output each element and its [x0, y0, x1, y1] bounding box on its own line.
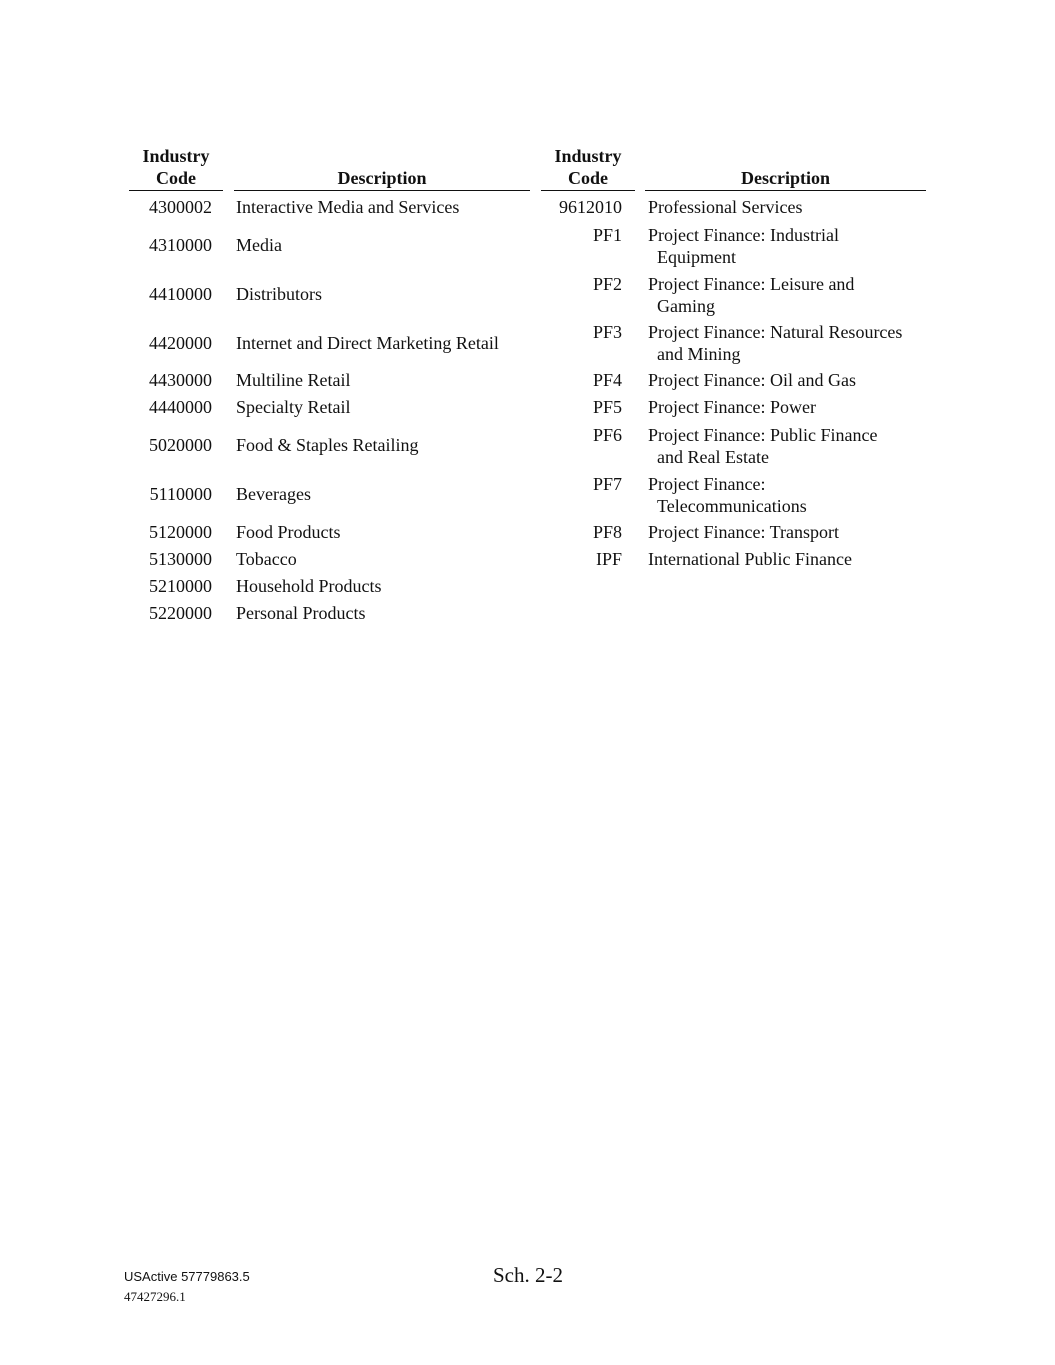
industry-code: PF7: [592, 474, 622, 494]
header-rule: [541, 190, 635, 191]
header-industry: Industry: [142, 146, 210, 166]
industry-code: 9612010: [559, 197, 622, 217]
industry-description: Food & Staples Retailing: [236, 435, 419, 455]
industry-description: Project Finance: Power: [648, 397, 816, 417]
industry-code: 5110000: [149, 484, 212, 504]
industry-description: Beverages: [236, 484, 311, 504]
right-description-header: Description: [741, 168, 830, 188]
industry-description: Telecommunications: [657, 495, 807, 516]
industry-description: International Public Finance: [648, 549, 852, 569]
industry-code: PF3: [592, 322, 622, 342]
right-code-header: [541, 145, 635, 189]
industry-description: Tobacco: [236, 549, 297, 569]
industry-description: Project Finance:: [648, 474, 766, 494]
industry-description: Food Products: [236, 522, 341, 542]
industry-code: 4300002: [149, 197, 212, 217]
industry-description: Media: [236, 235, 282, 255]
industry-description: Project Finance: Public Finance: [648, 425, 878, 445]
industry-description: Project Finance: Natural Resources: [648, 322, 903, 342]
left-code-header: [129, 145, 223, 189]
industry-code: 5130000: [149, 549, 212, 569]
industry-description: Project Finance: Leisure and: [648, 274, 855, 294]
industry-code: PF8: [592, 522, 622, 542]
industry-code: 4440000: [149, 397, 212, 417]
header-industry: Industry: [554, 146, 622, 166]
left-description-header: Description: [337, 168, 427, 188]
industry-description: and Real Estate: [657, 446, 769, 467]
industry-description: Project Finance: Transport: [648, 522, 839, 542]
footer-doc-id: USActive 57779863.5: [124, 1269, 250, 1284]
industry-description: Interactive Media and Services: [236, 197, 460, 217]
industry-code: 5210000: [149, 576, 212, 596]
industry-description: Internet and Direct Marketing Retail: [236, 333, 499, 353]
industry-description: Equipment: [657, 246, 736, 267]
industry-description: Personal Products: [236, 603, 366, 623]
industry-code: PF1: [592, 225, 622, 245]
industry-description: Distributors: [236, 284, 323, 304]
industry-description: Gaming: [657, 295, 715, 316]
industry-code: 5120000: [149, 522, 212, 542]
header-code: Code: [156, 168, 196, 188]
industry-code: PF5: [592, 397, 622, 417]
industry-description: and Mining: [657, 343, 741, 364]
header-rule: [129, 190, 223, 191]
page-label: Sch. 2-2: [493, 1263, 563, 1287]
industry-description: Specialty Retail: [236, 397, 351, 417]
header-rule: [234, 190, 530, 191]
industry-code: 5020000: [149, 435, 212, 455]
industry-description: Multiline Retail: [236, 370, 351, 390]
industry-description: Professional Services: [648, 197, 803, 217]
industry-description: Project Finance: Industrial: [648, 225, 839, 245]
industry-code: 4420000: [149, 333, 212, 353]
industry-code: 5220000: [149, 603, 212, 623]
industry-code: 4410000: [149, 284, 212, 304]
industry-code: PF4: [592, 370, 622, 390]
header-code: Code: [568, 168, 608, 188]
industry-code: PF2: [592, 274, 622, 294]
header-rule: [645, 190, 926, 191]
industry-code: PF6: [592, 425, 622, 445]
industry-description: Project Finance: Oil and Gas: [648, 370, 856, 390]
industry-code: 4310000: [149, 235, 212, 255]
industry-code: IPF: [595, 549, 622, 569]
industry-description: Household Products: [236, 576, 382, 596]
industry-code: 4430000: [149, 370, 212, 390]
footer-doc-id-2: 47427296.1: [124, 1289, 186, 1304]
